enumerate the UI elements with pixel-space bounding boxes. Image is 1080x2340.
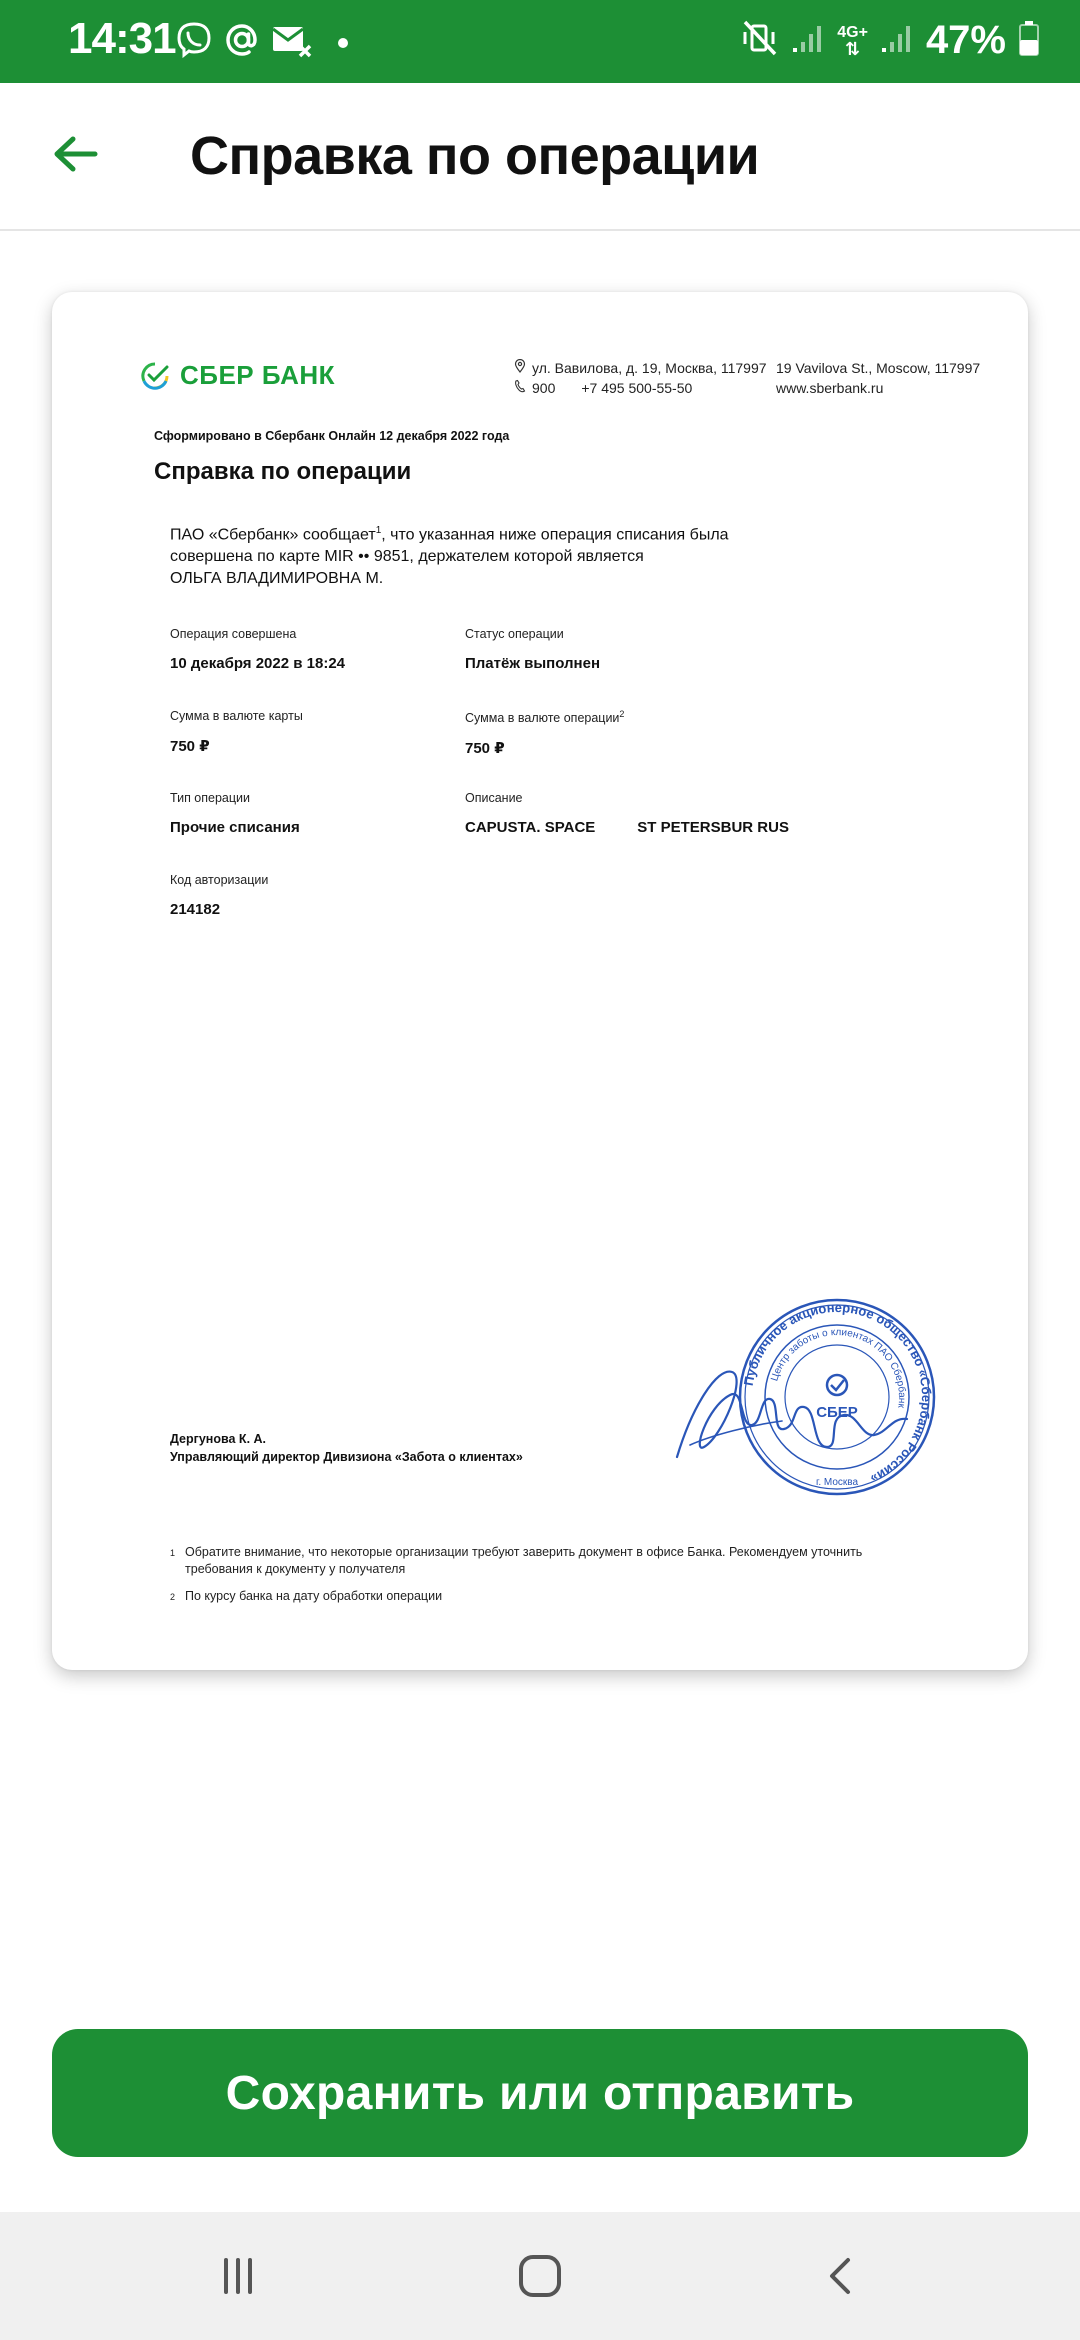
stamp-outer-text: Публичное акционерное общество «Сбербанк России» — [740, 1299, 935, 1487]
notification-dot-icon — [338, 38, 348, 48]
formed-note: Сформировано в Сбербанк Онлайн 12 декабря 2022 года — [154, 429, 510, 443]
statement-line-2: совершена по карте MIR •• 9851, держателем которой является — [170, 548, 644, 566]
notification-icons — [174, 20, 348, 65]
phone-row — [514, 378, 767, 398]
bank-name: СБЕР БАНК — [180, 360, 335, 390]
footnotes — [170, 1544, 870, 1616]
recent-apps-icon — [216, 2254, 260, 2298]
mail-muted-icon — [270, 20, 314, 65]
field-value: Прочие списания — [170, 819, 300, 836]
contacts-ru — [514, 358, 767, 398]
signer-name: Дергунова К. А. — [170, 1432, 267, 1446]
field-description — [465, 791, 789, 836]
network-label: 4G+ — [837, 23, 868, 41]
save-or-send-button[interactable]: Сохранить или отправить — [52, 2029, 1028, 2157]
signature-icon — [677, 1372, 907, 1457]
phone-icon — [514, 378, 526, 398]
footnote-mark: 1 — [170, 1548, 176, 1558]
website: www.sberbank.ru — [776, 380, 884, 396]
sber-logo-icon — [140, 361, 170, 391]
footnote-ref-1: 1 — [375, 525, 382, 536]
field-type — [170, 791, 300, 836]
field-label: Сумма в валюте карты — [170, 709, 303, 723]
battery-icon — [1018, 18, 1040, 63]
field-card-sum — [170, 709, 303, 755]
field-value: 214182 — [170, 901, 221, 918]
app-header — [0, 83, 1080, 231]
document-statement — [170, 520, 790, 590]
vibrate-mute-icon — [739, 18, 779, 63]
footnote-ref-2: 2 — [619, 709, 625, 719]
field-label: Описание — [465, 791, 523, 805]
field-auth-code — [170, 873, 268, 918]
signature-and-stamp — [612, 1297, 972, 1497]
footnote-mark: 2 — [170, 1592, 176, 1602]
address-en: 19 Vavilova St., Moscow, 117997 — [776, 360, 981, 376]
document-preview[interactable] — [52, 292, 1028, 1670]
status-time: 14:31 — [68, 14, 176, 63]
viber-icon — [174, 20, 214, 65]
footnote-1 — [170, 1544, 870, 1578]
network-type — [837, 25, 868, 57]
phone-short: 900 — [532, 380, 556, 396]
merchant-name: CAPUSTA. SPACE — [465, 819, 596, 836]
field-label: Операция совершена — [170, 627, 297, 641]
battery-percent: 47% — [925, 18, 1006, 62]
signal-icon-2 — [880, 18, 914, 63]
field-label: Код авторизации — [170, 873, 269, 887]
sber-logo — [140, 360, 335, 391]
location-pin-icon — [514, 358, 526, 378]
stamp-city-text: г. Москва — [815, 1477, 859, 1488]
address-row — [514, 358, 767, 378]
field-value: 750 ₽ — [170, 738, 210, 755]
signer-position: Управляющий директор Дивизиона «Забота о клиентах» — [170, 1450, 523, 1464]
back-button[interactable] — [40, 119, 110, 189]
statement-part-1: ПАО «Сбербанк» сообщает — [170, 526, 376, 544]
field-value — [465, 819, 789, 836]
stamp-inner-text: Центр заботы о клиентах ПАО Сбербанк — [769, 1326, 908, 1409]
field-status — [465, 627, 600, 672]
footnote-text: По курсу банка на дату обработки операции — [185, 1589, 443, 1603]
footnote-2 — [170, 1588, 870, 1606]
back-nav-button[interactable] — [807, 2244, 877, 2308]
footnote-text: Обратите внимание, что некоторые организации требуют заверить документ в офисе Банка. Рекомендуем уточнить требования к документу у получателя — [185, 1545, 863, 1576]
field-label-text: Сумма в валюте операции — [465, 711, 620, 726]
recent-apps-button[interactable] — [203, 2244, 273, 2308]
field-value: 750 ₽ — [465, 740, 505, 758]
field-value: Платёж выполнен — [465, 655, 601, 672]
stamp-icon — [740, 1300, 934, 1494]
merchant-location: ST PETERSBUR RUS — [637, 819, 789, 836]
status-bar — [0, 0, 1080, 83]
data-arrows-icon: ⇅ — [845, 38, 861, 59]
card-holder-name: ОЛЬГА ВЛАДИМИРОВНА М. — [170, 570, 384, 588]
document-title: Справка по операции — [154, 458, 412, 485]
signal-icon — [791, 18, 825, 63]
arrow-left-icon — [51, 130, 99, 178]
phone-long: +7 495 500-55-50 — [581, 380, 693, 396]
field-operation-sum — [465, 709, 624, 757]
home-button[interactable] — [505, 2244, 575, 2308]
signer-block — [170, 1430, 523, 1466]
status-right — [739, 18, 1040, 63]
at-sign-icon — [222, 20, 262, 65]
svg-text:Центр заботы о клиентах ПАО Сб — [769, 1327, 908, 1409]
back-icon — [820, 2254, 864, 2298]
contacts-en — [776, 358, 980, 398]
address-ru: ул. Вавилова, д. 19, Москва, 117997 — [532, 360, 767, 376]
field-label: Тип операции — [170, 791, 251, 805]
stamp-center-text: СБЕР — [816, 1404, 858, 1421]
statement-part-2: , что указанная ниже операция списания была — [381, 526, 729, 544]
field-date — [170, 627, 345, 672]
field-label — [465, 709, 624, 725]
field-label: Статус операции — [465, 627, 564, 641]
field-value: 10 декабря 2022 в 18:24 — [170, 655, 346, 672]
home-icon — [516, 2252, 564, 2300]
page-title: Справка по операции — [190, 126, 760, 186]
system-nav-bar — [0, 2212, 1080, 2340]
